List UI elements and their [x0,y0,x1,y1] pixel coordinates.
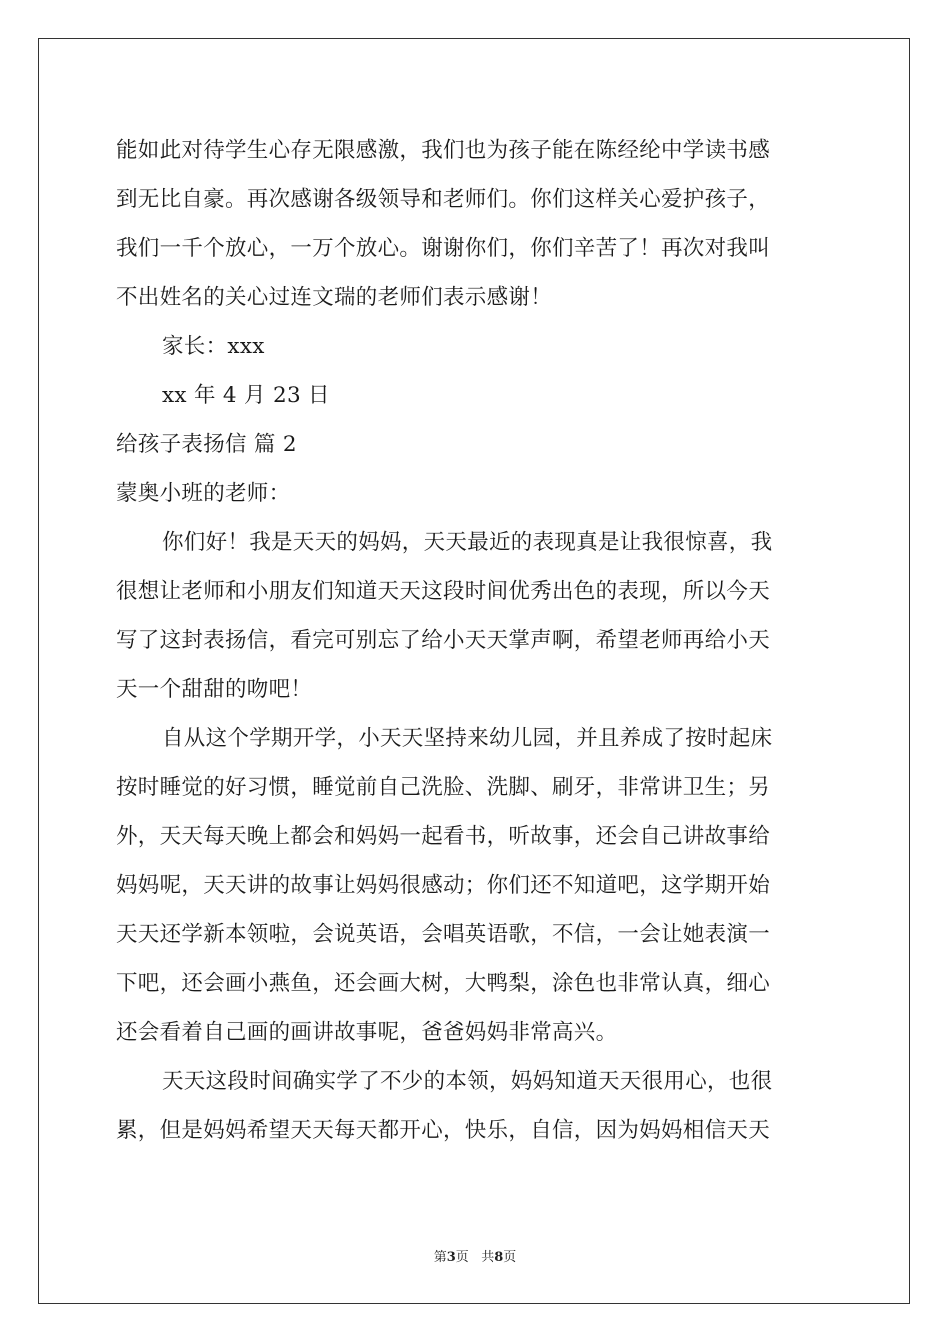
section-heading: 给孩子表扬信 篇 2 [116,432,297,457]
text-line: 我们一千个放心，一万个放心。谢谢你们，你们辛苦了！再次对我叫 [116,236,771,261]
text-line: 外，天天每天晚上都会和妈妈一起看书，听故事，还会自己讲故事给 [116,824,771,849]
page-suffix: 页 [503,1250,517,1265]
text-line: 累，但是妈妈希望天天每天都开心，快乐，自信，因为妈妈相信天天 [116,1118,771,1143]
document-body [116,126,836,1155]
text-line: 下吧，还会画小燕鱼，还会画大树，大鸭梨，涂色也非常认真，细心 [116,971,771,996]
page-mid: 页 共 [455,1250,495,1265]
text-line: 到无比自豪。再次感谢各级领导和老师们。你们这样关心爱护孩子， [116,187,771,212]
text-line: 你们好！我是天天的妈妈，天天最近的表现真是让我很惊喜，我 [162,530,773,555]
signature-date: xx 年 4 月 23 日 [162,383,330,408]
text-line: 写了这封表扬信，看完可别忘了给小天天掌声啊，希望老师再给小天 [116,628,771,653]
text-line: 不出姓名的关心过连文瑞的老师们表示感谢！ [116,285,553,310]
text-line: 妈妈呢，天天讲的故事让妈妈很感动；你们还不知道吧，这学期开始 [116,873,771,898]
page-prefix: 第 [433,1250,447,1265]
signature-parent: 家长：xxx [162,334,265,359]
total-pages-number: 8 [494,1250,504,1265]
text-line: 天天这段时间确实学了不少的本领，妈妈知道天天很用心，也很 [162,1069,773,1094]
text-line: 能如此对待学生心存无限感激，我们也为孩子能在陈经纶中学读书感 [116,138,771,163]
page-footer [0,1246,950,1265]
text-line: 很想让老师和小朋友们知道天天这段时间优秀出色的表现，所以今天 [116,579,771,604]
current-page-number: 3 [446,1250,456,1265]
text-line: 自从这个学期开学，小天天坚持来幼儿园，并且养成了按时起床 [162,726,773,751]
text-line: 天天还学新本领啦，会说英语，会唱英语歌，不信，一会让她表演一 [116,922,771,947]
text-line: 按时睡觉的好习惯，睡觉前自己洗脸、洗脚、刷牙，非常讲卫生；另 [116,775,771,800]
text-line: 还会看着自己画的画讲故事呢，爸爸妈妈非常高兴。 [116,1020,618,1045]
text-line: 天一个甜甜的吻吧！ [116,677,313,702]
salutation: 蒙奥小班的老师： [116,481,291,506]
